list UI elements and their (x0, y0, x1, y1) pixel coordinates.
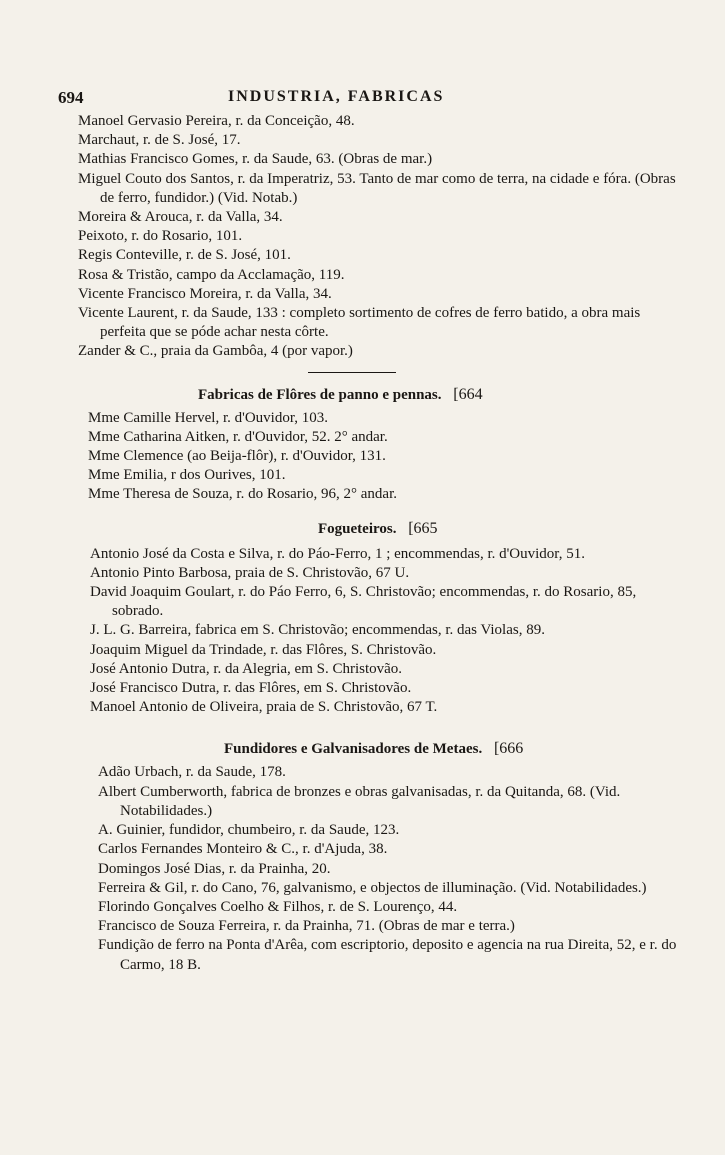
list-item: Mme Catharina Aitken, r. d'Ouvidor, 52. 2° andar. (88, 428, 388, 445)
list-item: Carlos Fernandes Monteiro & C., r. d'Ajuda, 38. (98, 841, 388, 858)
list-item: José Francisco Dutra, r. das Flôres, em S. Christovão. (90, 680, 412, 697)
list-item: Antonio Pinto Barbosa, praia de S. Christovão, 67 U. (90, 564, 410, 581)
list-item: J. L. G. Barreira, fabrica em S. Christovão; encommendas, r. das Violas, 89. (90, 622, 545, 639)
section-fundidores (98, 739, 678, 974)
section-code: [664 (453, 385, 483, 403)
list-item: Adão Urbach, r. da Saude, 178. (98, 764, 286, 781)
list-item: Rosa & Tristão, campo da Acclamação, 119. (78, 266, 345, 283)
section-ferreiros-continued (78, 112, 678, 362)
book-page (58, 88, 678, 975)
list-item: David Joaquim Goulart, r. do Páo Ferro, 6, S. Christovão; encommendas, r. do Rosario, 85, sobrado. (90, 584, 637, 620)
list-item: Moreira & Arouca, r. da Valla, 34. (78, 209, 283, 226)
section-heading (88, 385, 678, 405)
section-title: Fogueteiros. (318, 520, 397, 537)
list-item: Mathias Francisco Gomes, r. da Saude, 63. (Obras de mar.) (78, 151, 433, 168)
list-item: Manoel Gervasio Pereira, r. da Conceição, 48. (78, 113, 355, 129)
list-item: Florindo Gonçalves Coelho & Filhos, r. de S. Lourenço, 44. (98, 898, 458, 915)
section-heading (90, 519, 678, 539)
section-fogueteiros (90, 519, 678, 718)
list-item: Mme Clemence (ao Beija-flôr), r. d'Ouvidor, 131. (88, 448, 386, 465)
section-heading (98, 739, 678, 759)
list-item: Ferreira & Gil, r. do Cano, 76, galvanismo, e objectos de illuminação. (Vid. Notabilidades.) (98, 879, 647, 896)
page-header (58, 88, 678, 110)
list-item: José Antonio Dutra, r. da Alegria, em S. Christovão. (90, 660, 403, 677)
list-item: Fundição de ferro na Ponta d'Arêa, com escriptorio, deposito e agencia na rua Direita, 52, e r. do Carmo, 18 B. (98, 937, 677, 973)
list-item: Antonio José da Costa e Silva, r. do Páo-Ferro, 1 ; encommendas, r. d'Ouvidor, 51. (90, 545, 585, 562)
list-item: Mme Camille Hervel, r. d'Ouvidor, 103. (88, 409, 328, 426)
list-item: Regis Conteville, r. de S. José, 101. (78, 247, 291, 264)
list-item: Albert Cumberworth, fabrica de bronzes e obras galvanisadas, r. da Quitanda, 68. (Vid. Notabilidades.) (98, 783, 621, 819)
list-item: Francisco de Souza Ferreira, r. da Prainha, 71. (Obras de mar e terra.) (98, 918, 515, 935)
section-code: [666 (493, 740, 524, 758)
list-item: Zander & C., praia da Gambôa, 4 (por vapor.) (78, 343, 353, 360)
list-item: Mme Theresa de Souza, r. do Rosario, 96, 2° andar. (88, 486, 397, 503)
section-title: Fundidores e Galvanisadores de Metaes. (224, 741, 483, 758)
running-title: INDUSTRIA, FABRICAS (228, 88, 445, 105)
section-divider (308, 372, 396, 373)
section-code: [665 (408, 519, 438, 537)
list-item: Peixoto, r. do Rosario, 101. (78, 228, 243, 245)
list-item: Vicente Francisco Moreira, r. da Valla, 34. (78, 285, 332, 302)
list-item: Vicente Laurent, r. da Saude, 133 : completo sortimento de cofres de ferro batido, a obra mais perfeita que se póde achar nesta côrte. (78, 305, 641, 341)
list-item: Mme Emilia, r dos Ourives, 101. (88, 467, 286, 484)
section-title: Fabricas de Flôres de panno e pennas. (198, 386, 442, 403)
list-item: Domingos José Dias, r. da Prainha, 20. (98, 860, 331, 877)
list-item: Miguel Couto dos Santos, r. da Imperatriz, 53. Tanto de mar como de terra, na cidade e fóra. (Obras de ferro, fundidor.) (Vid. Notab.) (78, 170, 676, 206)
list-item: Manoel Antonio de Oliveira, praia de S. Christovão, 67 T. (90, 699, 438, 716)
list-item: Joaquim Miguel da Trindade, r. das Flôres, S. Christovão. (90, 641, 437, 658)
section-fabricas-flores (88, 385, 678, 505)
list-item: A. Guinier, fundidor, chumbeiro, r. da Saude, 123. (98, 822, 400, 839)
list-item: Marchaut, r. de S. José, 17. (78, 132, 241, 149)
page-number: 694 (58, 88, 84, 107)
